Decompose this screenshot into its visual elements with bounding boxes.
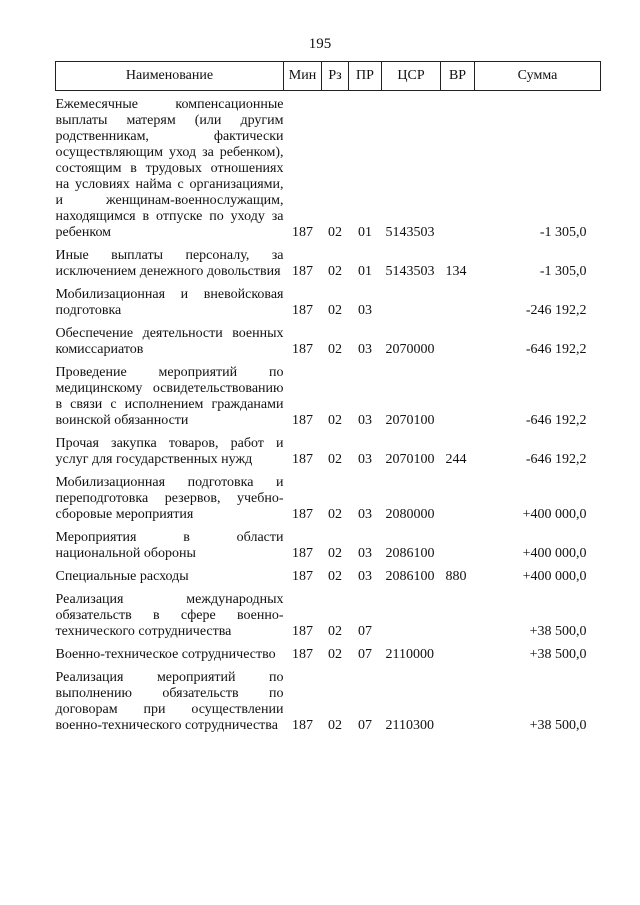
row-min: 187: [292, 342, 313, 357]
header-csr: ЦСР: [382, 62, 441, 91]
row-vr: [441, 280, 475, 319]
row-sum: -646 192,2: [525, 342, 587, 357]
row-name: Мобилизационная и вневойсковая подготовка: [55, 287, 284, 318]
row-min: 187: [292, 413, 313, 428]
table-row: [56, 523, 601, 562]
row-sum: +400 000,0: [522, 507, 587, 522]
row-min: 187: [292, 303, 313, 318]
row-csr: 5143503: [385, 225, 435, 240]
row-sum: +38 500,0: [529, 647, 587, 662]
header-name: Наименование: [56, 62, 284, 91]
row-pr: 03: [358, 303, 372, 318]
row-vr: [441, 640, 475, 663]
row-rz: 02: [328, 718, 342, 733]
table-row: [56, 91, 601, 242]
table-row: [56, 319, 601, 358]
table-row: [56, 429, 601, 468]
row-csr: [382, 280, 441, 319]
row-csr: 2110300: [385, 718, 434, 733]
row-vr: 880: [445, 569, 467, 584]
row-rz: 02: [328, 303, 342, 318]
row-name: Мероприятия в области национальной обороны: [55, 530, 284, 561]
row-name: Военно-техническое сотрудничество: [55, 647, 276, 662]
row-min: 187: [292, 225, 313, 240]
row-sum: +400 000,0: [522, 569, 587, 584]
row-rz: 02: [328, 546, 342, 561]
row-name: Проведение мероприятий по медицинскому освидетельствованию в связи с исполнением гражданами воинской обязанности: [55, 365, 284, 428]
row-rz: 02: [328, 342, 342, 357]
table-row: [56, 585, 601, 640]
row-min: 187: [292, 546, 313, 561]
row-pr: 03: [358, 452, 372, 467]
row-rz: 02: [328, 264, 342, 279]
row-vr: [441, 468, 475, 523]
row-pr: 07: [358, 647, 372, 662]
header-vr: ВР: [441, 62, 475, 91]
row-sum: +38 500,0: [529, 624, 587, 639]
row-pr: 07: [358, 718, 372, 733]
budget-table: [55, 61, 601, 734]
row-name: Обеспечение деятельности военных комиссариатов: [55, 326, 284, 357]
row-pr: 03: [358, 413, 372, 428]
row-rz: 02: [328, 452, 342, 467]
row-vr: [441, 585, 475, 640]
row-min: 187: [292, 647, 313, 662]
header-sum: Сумма: [475, 62, 601, 91]
row-vr: [441, 319, 475, 358]
row-pr: 03: [358, 342, 372, 357]
table-row: [56, 640, 601, 663]
row-min: 187: [292, 624, 313, 639]
row-csr: 2070100: [385, 452, 435, 467]
row-name: Иные выплаты персоналу, за исключением денежного довольствия: [55, 248, 284, 279]
row-rz: 02: [328, 413, 342, 428]
page-number: 195: [308, 36, 332, 52]
row-csr: 2080000: [385, 507, 435, 522]
table-row: [56, 468, 601, 523]
row-name: Специальные расходы: [55, 569, 189, 584]
table-row: [56, 562, 601, 585]
row-csr: [382, 585, 441, 640]
row-pr: 03: [358, 569, 372, 584]
row-vr: 244: [445, 452, 467, 467]
header-min: Мин: [284, 62, 322, 91]
row-name: Реализация мероприятий по выполнению обязательств по договорам при осуществлении военно-технического сотрудничества: [55, 670, 284, 733]
row-name: Мобилизационная подготовка и переподготовка резервов, учебно-сборовые мероприятия: [55, 475, 284, 522]
table-row: [56, 280, 601, 319]
row-min: 187: [292, 507, 313, 522]
row-pr: 03: [358, 507, 372, 522]
row-vr: [441, 91, 475, 242]
row-sum: -1 305,0: [539, 225, 587, 240]
row-rz: 02: [328, 647, 342, 662]
row-csr: 2086100: [385, 569, 435, 584]
row-csr: 2110000: [385, 647, 434, 662]
row-min: 187: [292, 452, 313, 467]
row-sum: -646 192,2: [525, 413, 587, 428]
row-name: Реализация международных обязательств в сфере военно-технического сотрудничества: [55, 592, 284, 639]
row-name: Прочая закупка товаров, работ и услуг для государственных нужд: [55, 436, 284, 467]
table-row: [56, 358, 601, 429]
row-rz: 02: [328, 225, 342, 240]
row-name: Ежемесячные компенсационные выплаты матерям (или другим родственникам, фактически осуществляющим уход за ребенком), состоящим в трудовых отношениях на условиях найма с организациями, и женщинам-военнослужащим, находящимся в отпуске по уходу за ребенком: [55, 97, 284, 240]
row-csr: 2070100: [385, 413, 435, 428]
table-row: [56, 663, 601, 734]
row-vr: [441, 663, 475, 734]
row-sum: -646 192,2: [525, 452, 587, 467]
row-sum: +400 000,0: [522, 546, 587, 561]
row-csr: 5143503: [385, 264, 435, 279]
table-row: [56, 241, 601, 280]
row-pr: 01: [358, 264, 372, 279]
header-pr: ПР: [349, 62, 382, 91]
row-vr: 134: [445, 264, 467, 279]
table-header: [56, 62, 601, 91]
row-sum: -246 192,2: [525, 303, 587, 318]
row-sum: -1 305,0: [539, 264, 587, 279]
row-pr: 03: [358, 546, 372, 561]
header-rz: Рз: [322, 62, 349, 91]
row-min: 187: [292, 718, 313, 733]
row-rz: 02: [328, 569, 342, 584]
row-vr: [441, 358, 475, 429]
row-rz: 02: [328, 624, 342, 639]
table-body: [56, 91, 601, 735]
row-vr: [441, 523, 475, 562]
row-sum: +38 500,0: [529, 718, 587, 733]
row-min: 187: [292, 264, 313, 279]
row-csr: 2086100: [385, 546, 435, 561]
row-csr: 2070000: [385, 342, 435, 357]
row-min: 187: [292, 569, 313, 584]
row-pr: 07: [358, 624, 372, 639]
row-rz: 02: [328, 507, 342, 522]
row-pr: 01: [358, 225, 372, 240]
